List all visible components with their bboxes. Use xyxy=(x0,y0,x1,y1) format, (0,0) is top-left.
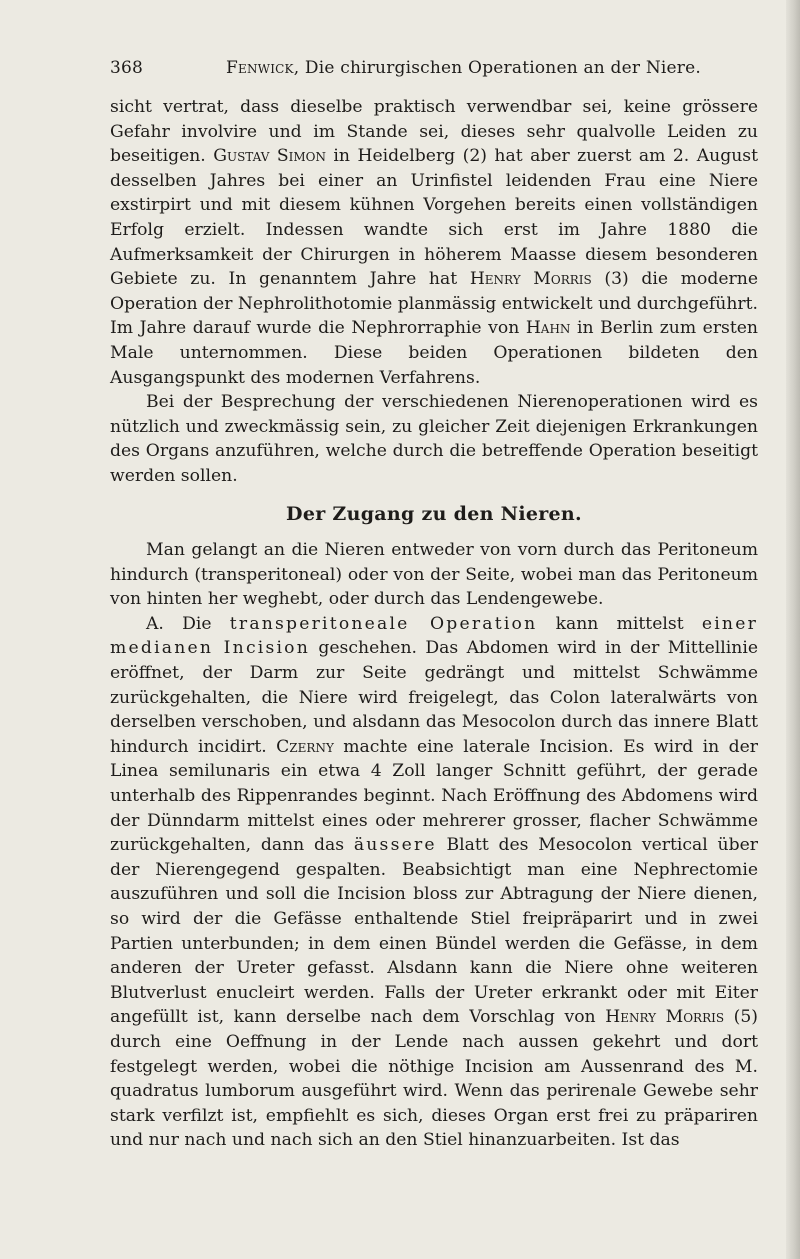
text-run: A. Die xyxy=(146,613,230,634)
header-author: Fenwick xyxy=(226,58,294,78)
paragraph-access: Man gelangt an die Nieren entweder von vorn durch das Peritoneum hindurch (transperitoneal) oder von der Seite, wobei man das Peritoneum von hinten her weghebt, oder durch das Lendengewebe. xyxy=(110,540,758,610)
emphasis-spaced: einer medianen Incision xyxy=(110,613,758,659)
text-run: geschehen. Das Abdomen wird in der Mittellinie eröffnet, der Darm zur Seite gedrängt und mittelst Schwämme zurückgehalten, die Niere wird freigelegt, das Colon lateralwärts von derselben verschoben, und alsdann das Mesocolon durch das innere Blatt hindurch incidirt. xyxy=(110,638,759,757)
page-edge xyxy=(786,0,800,1259)
author-name-czerny: Czerny xyxy=(276,736,334,757)
paragraph-continued xyxy=(110,95,758,390)
emphasis-spaced: äussere xyxy=(353,835,437,856)
paragraph-transperitoneal xyxy=(110,612,758,1153)
text-run: kann mittelst xyxy=(537,613,702,634)
paragraph-operations: Bei der Besprechung der verschiedenen Nierenoperationen wird es nützlich und zweckmässig sein, zu gleicher Zeit diejenigen Erkrankungen des Organs anzuführen, welche durch die betreffende Operation beseitigt werden sollen. xyxy=(110,392,758,486)
text-run: machte eine laterale Incision. Es wird in der Linea semilunaris ein etwa 4 Zoll langer Schnitt geführt, der gerade unterhalb des Rippenrandes beginnt. Nach Eröffnung des Abdomens wird der Dünndarm mittelst eines oder mehrerer grosser, flacher Schwämme zurückgehalten, dann das xyxy=(110,736,758,856)
page-body xyxy=(110,95,758,1153)
emphasis-spaced: transperitoneale Operation xyxy=(229,613,538,634)
text-run: in Berlin zum ersten Male unternommen. Diese beiden Operationen bildeten den Ausgangspunkt des modernen Verfahrens. xyxy=(110,318,759,388)
running-header xyxy=(110,58,760,82)
running-title xyxy=(226,58,701,78)
page-number: 368 xyxy=(110,58,144,78)
author-name-simon: Gustav Simon xyxy=(213,146,326,167)
text-run: Blatt des Mesocolon vertical über der Nierengegend gespalten. Beabsichtigt man eine Nephrectomie auszuführen und soll die Incision bloss zur Abtragung der Niere dienen, so wird der die Gefässe enthaltende Stiel freipräparirt und in zwei Partien unterbunden; in dem einen Bündel werden die Gefässe, in dem anderen der Ureter gefasst. Alsdann kann die Niere ohne weiteren Blutverlust enucleirt werden. Falls der Ureter erkrankt oder mit Eiter angefüllt ist, kann derselbe nach dem Vorschlag von xyxy=(110,835,758,1028)
section-heading: Der Zugang zu den Nieren. xyxy=(286,502,582,525)
author-name-morris: Henry Morris xyxy=(605,1007,725,1028)
header-title: , Die chirurgischen Operationen an der Niere. xyxy=(293,58,701,78)
author-name-morris: Henry Morris xyxy=(469,269,592,290)
text-run: in Heidelberg (2) hat aber zuerst am 2. August desselben Jahres bei einer an Urinfistel leidenden Frau eine Niere exstirpirt und mit diesem kühnen Vorgehen bereits einen vollständigen Erfolg erzielt. Indessen wandte sich erst im Jahre 1880 die Aufmerksamkeit der Chirurgen in höherem Maasse diesem besonderen Gebiete zu. In genanntem Jahre hat xyxy=(110,146,758,290)
text-run: (5) durch eine Oeffnung in der Lende nach aussen gekehrt und dort festgelegt werden, wobei die nöthige Incision am Aussenrand des M. quadratus lumborum ausgeführt wird. Wenn das perirenale Gewebe sehr stark verfilzt ist, empfiehlt es sich, dieses Organ erst frei zu präpariren und nur nach und nach sich an den Stiel hinanzuarbeiten. Ist das xyxy=(110,1007,758,1151)
text-run: (3) die moderne Operation der Nephrolithotomie planmässig entwickelt und durchgeführt. Im Jahre darauf wurde die Nephrorraphie von xyxy=(110,269,758,339)
text-run: sicht vertrat, dass dieselbe praktisch verwendbar sei, keine grössere Gefahr involvire und im Stande sei, dieses sehr qualvolle Leiden zu beseitigen. xyxy=(110,97,758,167)
author-name-hahn: Hahn xyxy=(525,318,571,339)
